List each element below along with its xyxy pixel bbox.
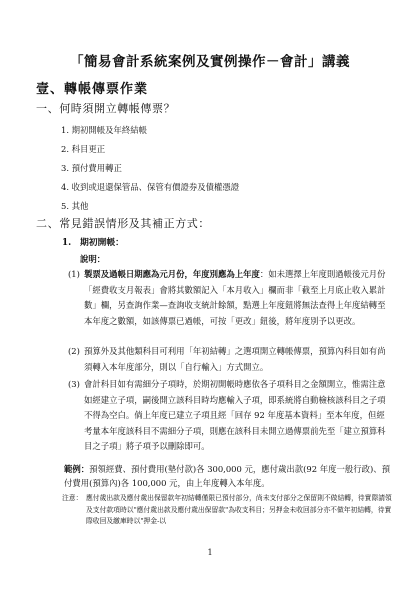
paragraph-2 (68, 344, 390, 375)
paragraph-number: (2) (68, 346, 80, 356)
page-number: 1 (207, 548, 213, 557)
paragraph-text: 預算外及其他類科目可利用「年初結轉」之選項開立轉帳傳票，預算內科目如有尚須轉入本年度部分，則以「自行輸入」方式開立。 (84, 346, 386, 372)
list-item: 2. 科目更正 (61, 144, 106, 154)
document-title: 「簡易會計系統案例及實例操作－會計」講義 (70, 54, 350, 70)
section-1-heading: 一、何時須開立轉帳傳票？ (36, 102, 176, 115)
section-2-heading: 二、常見錯誤情形及其補正方式： (36, 217, 210, 230)
explanation-label: 說明： (80, 254, 106, 264)
paragraph-text: ：如未選擇上年度則過帳後元月份「經費收支月報表」會將其數額記入「本月收入」欄而非「截至上月底止收入累計數」欄，另查詢作業—查詢收支統計餘額，點選上年度鈕將無法查得上年度結轉至本年度之數額，如該傳票已過帳，可按「更改」鈕後，將年度別予以更改。 (84, 269, 386, 326)
paragraph-number: (1) (68, 269, 80, 279)
list-item: 3. 預付費用轉正 (61, 163, 122, 173)
example-text: 預領經費、預付費用(墊付款)各 300,000 元，應付歲出款(92 年度一般行政)、預付費用(預算內)各 100,000 元，由上年度轉入本年度。 (64, 464, 390, 488)
note-label: 注意： (62, 494, 83, 502)
list-item: 5. 其他 (61, 201, 89, 211)
paragraph-3 (68, 377, 390, 455)
example-block (64, 462, 392, 490)
chapter-heading: 壹、轉帳傳票作業 (36, 82, 149, 97)
note-block (62, 493, 392, 528)
note-text: 應付歲出款及應付歲出保留款年初結轉僅限已預付部分，尚未支付部分之保留則不做結轉，待實際請領及支付款項時以"應付歲出款及應付歲出保留款"為收支科目；另押金未收回部分亦不做年初結轉，待實際收回及繳庫時以"押金-以 (86, 494, 392, 525)
paragraph-emphasis: 製票及過帳日期應為元月份，年度別應為上年度 (84, 269, 260, 279)
list-item: 1. 期初開帳及年終結帳 (61, 125, 148, 135)
paragraph-text: 會計科目如有需細分子項時，於期初開帳時應依各子項科目之金額開立，惟需注意如經建立子項，嗣後開立該科目時均應輸入子項，即系統將自動檢核該科目之子項不得為空白。倘上年度已建立子項且經「回存 92 年度基本資料」至本年度，但經考量本年度該科目不需細分子項，則應在該科目未開立過傳票前先至「建立預算科目之子項」將子項予以刪除即可。 (84, 379, 386, 452)
example-label: 範例： (64, 464, 90, 474)
paragraph-1 (68, 267, 390, 329)
list-item: 4. 收到或退還保管品、保管有價證券及債權憑證 (61, 182, 240, 192)
paragraph-number: (3) (68, 379, 80, 389)
subsection-heading: 1. 期初開帳： (62, 238, 124, 248)
